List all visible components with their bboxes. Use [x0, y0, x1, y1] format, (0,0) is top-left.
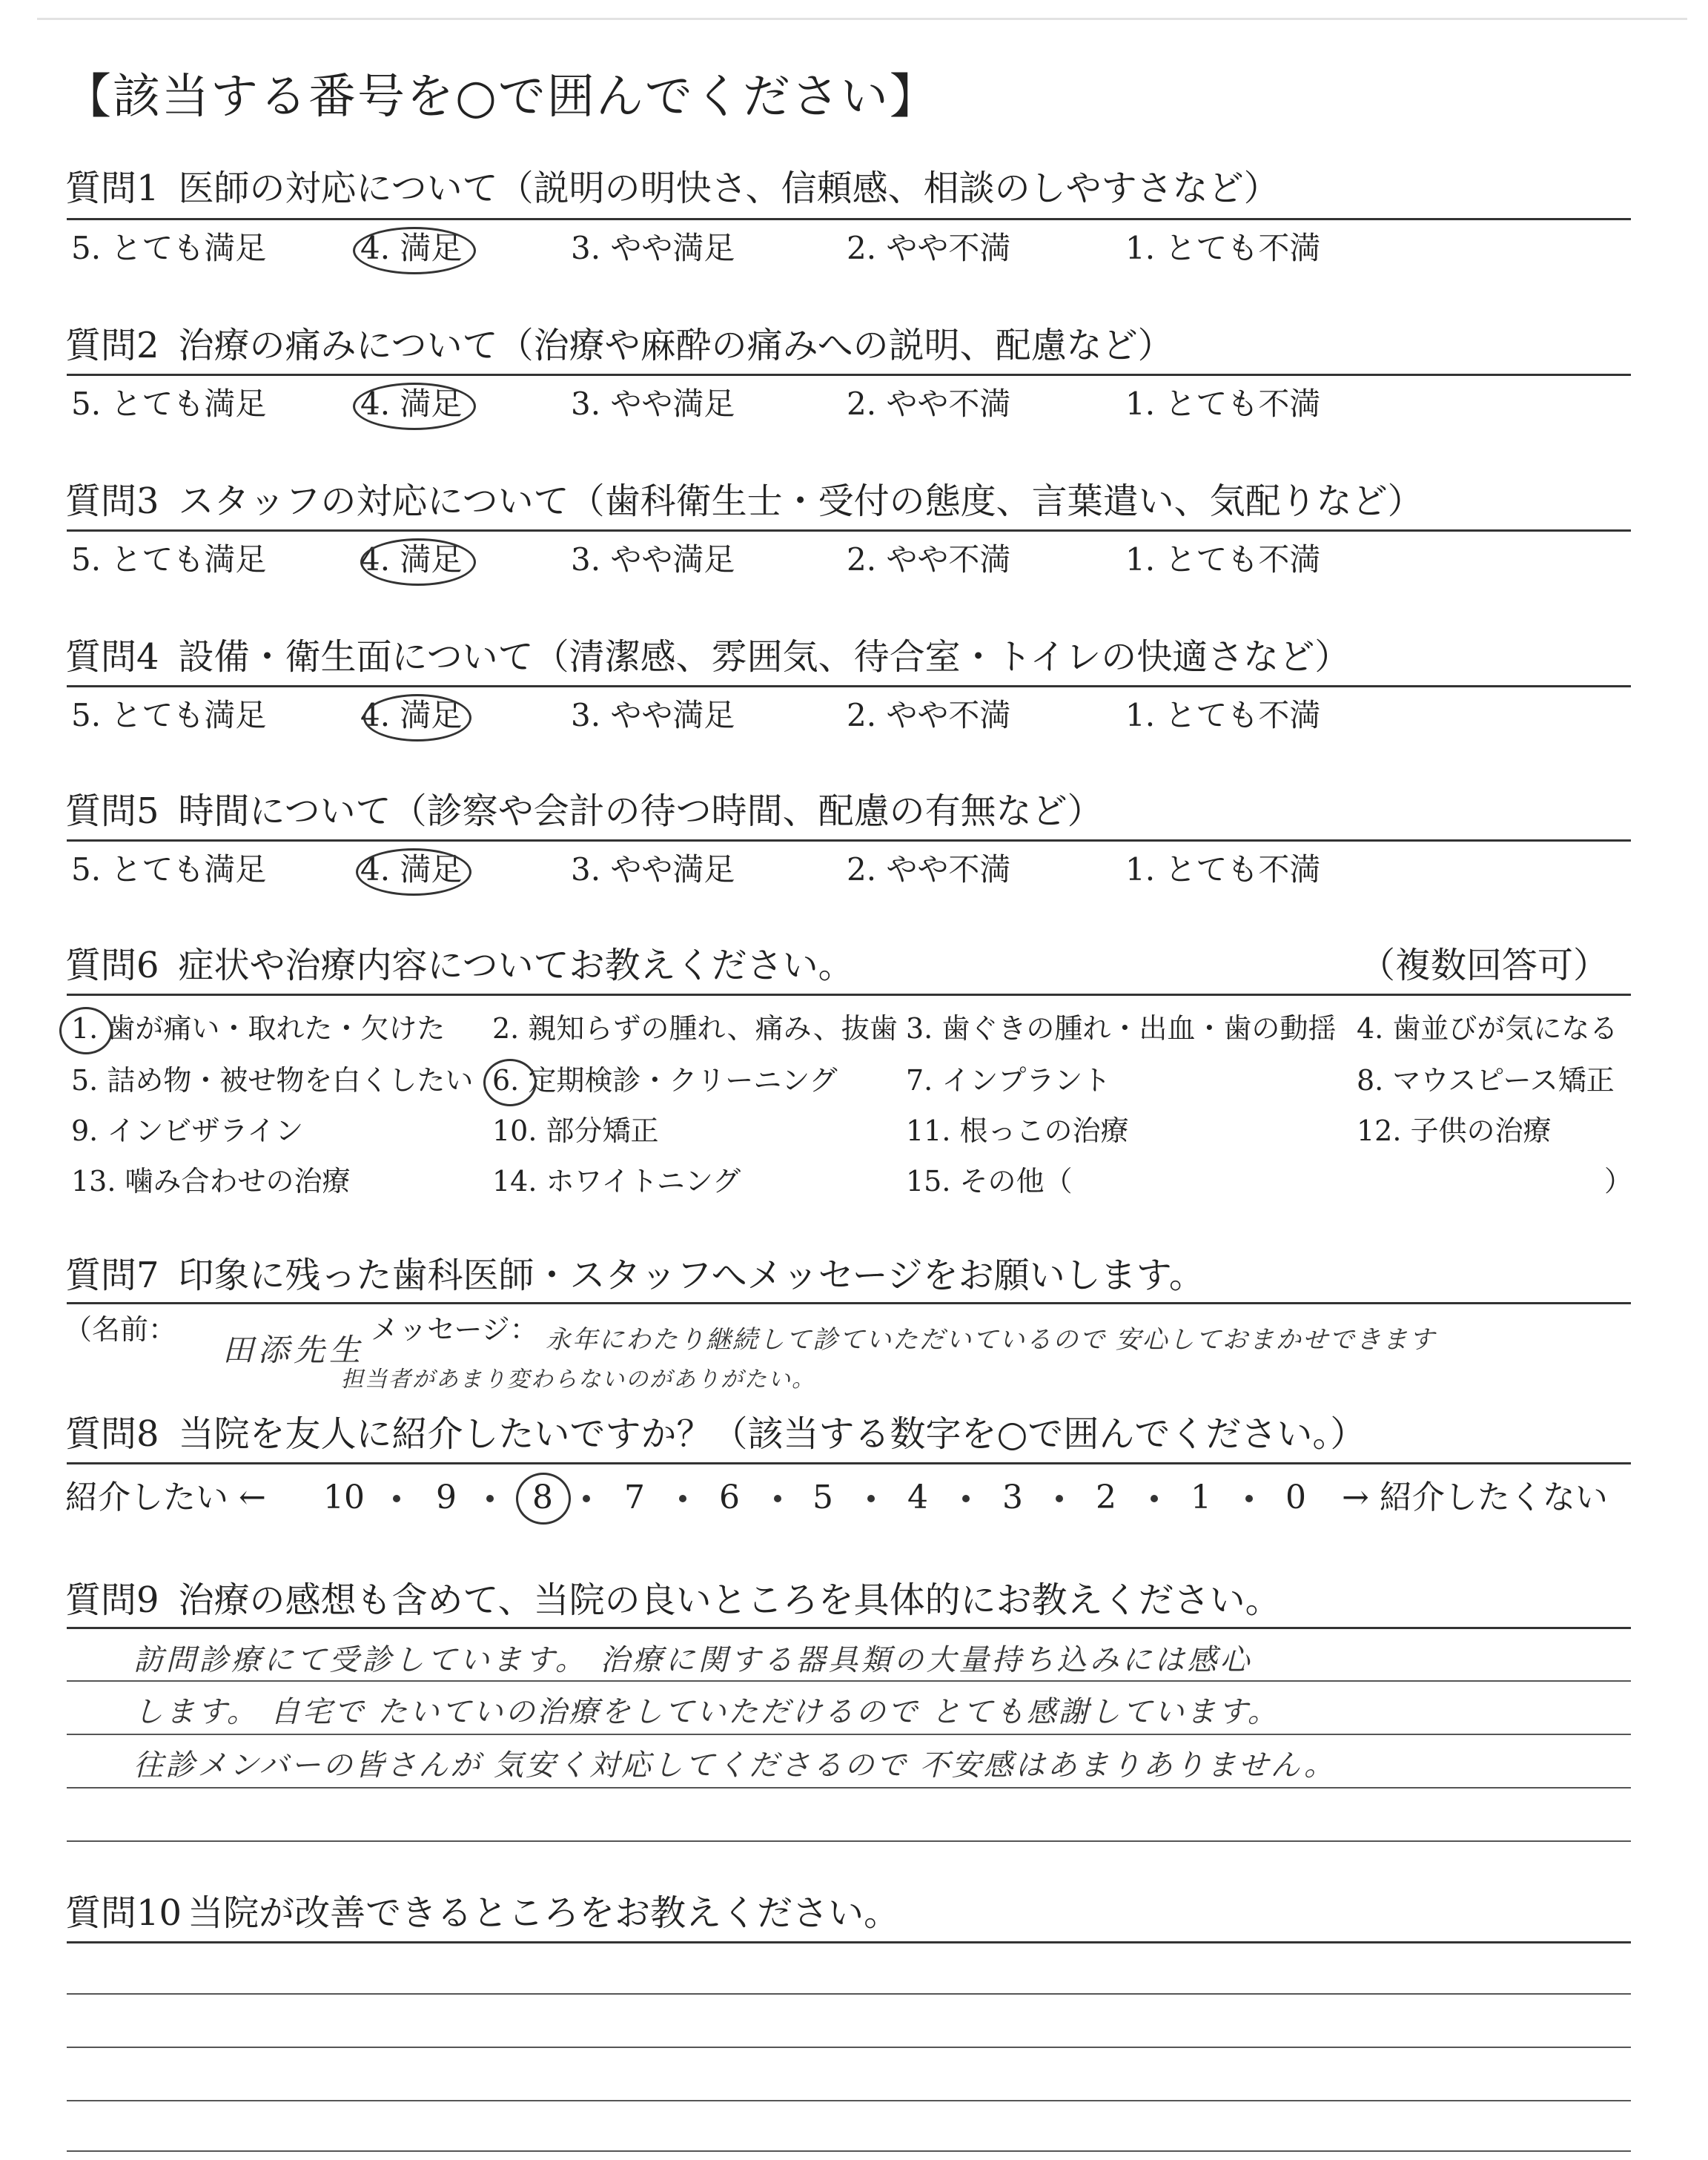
option-3[interactable]: 3. やや満足	[571, 541, 735, 578]
question-text: 印象に残った歯科医師・スタッフへメッセージをお願いします。	[178, 1255, 1205, 1296]
rating-0[interactable]: 0	[1285, 1479, 1306, 1516]
rating-9[interactable]: 9	[436, 1479, 457, 1516]
option-2[interactable]: 2. やや不満	[847, 541, 1011, 578]
question-9	[65, 1576, 1281, 1624]
question-10	[65, 1889, 899, 1937]
question-number: 質問2	[65, 325, 159, 366]
answer-circle	[59, 1007, 113, 1054]
option-4-selected[interactable]: 4. 満足	[360, 851, 463, 888]
question-7	[65, 1252, 1205, 1299]
symptom-option-1[interactable]: 1. 歯が痛い・取れた・欠けた	[71, 1012, 446, 1045]
rating-6[interactable]: 6	[719, 1479, 740, 1516]
separator-dot	[1245, 1495, 1253, 1502]
option-5[interactable]: 5. とても満足	[71, 697, 267, 733]
separator-dot	[1151, 1495, 1158, 1502]
option-1[interactable]: 1. とても不満	[1125, 230, 1321, 266]
divider	[67, 839, 1631, 842]
question-number: 質問4	[65, 636, 159, 678]
answer-circle	[363, 694, 471, 742]
question-8	[65, 1410, 1366, 1458]
divider	[67, 1941, 1631, 1943]
option-3[interactable]: 3. やや満足	[571, 230, 735, 266]
message-handwritten-line-2: 担当者があまり変わらないのがありがたい。	[341, 1367, 815, 1393]
symptom-option-7[interactable]: 7. インプラント	[906, 1064, 1111, 1097]
option-4-selected[interactable]: 4. 満足	[360, 230, 463, 266]
rating-3[interactable]: 3	[1002, 1479, 1023, 1516]
option-3[interactable]: 3. やや満足	[571, 386, 735, 422]
symptom-option-11[interactable]: 11. 根っこの治療	[906, 1114, 1129, 1147]
option-1[interactable]: 1. とても不満	[1125, 851, 1321, 888]
question-6	[65, 942, 854, 989]
question-number: 質問1	[65, 168, 159, 209]
separator-dot	[679, 1495, 686, 1502]
option-5[interactable]: 5. とても満足	[71, 851, 267, 888]
symptom-option-10[interactable]: 10. 部分矯正	[492, 1114, 659, 1147]
rating-2[interactable]: 2	[1096, 1479, 1116, 1516]
answer-line	[67, 1993, 1631, 1995]
recommend-left-label: 紹介したい ←	[65, 1479, 266, 1516]
question-1	[65, 165, 1280, 212]
question-number: 質問6	[65, 945, 159, 986]
rating-1[interactable]: 1	[1191, 1479, 1211, 1516]
message-handwritten-line-1: 永年にわたり継続して診ていただいているので 安心しておまかせできます	[546, 1325, 1436, 1355]
question-text: スタッフの対応について（歯科衛生士・受付の態度、言葉遣い、気配りなど）	[178, 480, 1423, 522]
divider	[67, 1627, 1631, 1629]
option-3[interactable]: 3. やや満足	[571, 851, 735, 888]
symptom-option-8[interactable]: 8. マウスピース矯正	[1357, 1064, 1615, 1097]
question-text: 設備・衛生面について（清潔感、雰囲気、待合室・トイレの快適さなど）	[178, 636, 1351, 678]
option-4-selected[interactable]: 4. 満足	[360, 697, 463, 733]
divider	[67, 218, 1631, 220]
answer-handwritten-line-3: 往診メンバーの皆さんが 気安く対応してくださるので 不安感はあまりありません。	[133, 1748, 1337, 1783]
name-handwritten: 田添先生	[222, 1332, 365, 1368]
separator-dot	[393, 1495, 400, 1502]
divider	[67, 374, 1631, 376]
divider	[67, 1462, 1631, 1464]
recommend-right-label: → 紹介したくない	[1342, 1479, 1608, 1516]
separator-dot	[583, 1495, 590, 1502]
answer-line	[67, 1787, 1631, 1789]
symptom-option-6[interactable]: 6. 定期検診・クリーニング	[492, 1064, 838, 1097]
symptom-option-15[interactable]: 15. その他（	[906, 1165, 1073, 1198]
question-text: 症状や治療内容についてお教えください。	[178, 945, 854, 986]
separator-dot	[774, 1495, 781, 1502]
question-text: 治療の痛みについて（治療や麻酔の痛みへの説明、配慮など）	[178, 325, 1174, 366]
option-3[interactable]: 3. やや満足	[571, 697, 735, 733]
answer-line	[67, 2150, 1631, 2152]
rating-4[interactable]: 4	[907, 1479, 928, 1516]
question-text: 医師の対応について（説明の明快さ、信頼感、相談のしやすさなど）	[178, 168, 1280, 209]
option-5[interactable]: 5. とても満足	[71, 386, 267, 422]
symptom-option-5[interactable]: 5. 詰め物・被せ物を白くしたい	[71, 1064, 474, 1097]
option-5[interactable]: 5. とても満足	[71, 541, 267, 578]
answer-circle	[516, 1473, 571, 1525]
separator-dot	[867, 1495, 875, 1502]
question-number: 質問8	[65, 1413, 159, 1455]
page-title: 【該当する番号を○で囲んでください】	[64, 70, 939, 125]
question-number: 質問3	[65, 480, 159, 522]
answer-circle	[360, 538, 476, 586]
symptom-option-12[interactable]: 12. 子供の治療	[1357, 1114, 1552, 1147]
question-text: 時間について（診察や会計の待つ時間、配慮の有無など）	[178, 790, 1103, 832]
multiple-answers-note: （複数回答可）	[1360, 945, 1609, 986]
rating-7[interactable]: 7	[624, 1479, 645, 1516]
answer-line	[67, 1734, 1631, 1735]
question-number: 質問9	[65, 1579, 159, 1621]
message-label: メッセージ：	[371, 1313, 538, 1346]
option-5[interactable]: 5. とても満足	[71, 230, 267, 266]
divider	[67, 1302, 1631, 1304]
answer-circle	[483, 1059, 537, 1106]
answer-handwritten-line-2: します。 自宅で たいていの治療をしていただけるので とても感謝しています。	[133, 1695, 1280, 1729]
divider	[67, 685, 1631, 687]
symptom-option-9[interactable]: 9. インビザライン	[71, 1114, 304, 1147]
answer-line	[67, 2047, 1631, 2048]
answer-line	[67, 2100, 1631, 2101]
rating-5[interactable]: 5	[812, 1479, 833, 1516]
option-2[interactable]: 2. やや不満	[847, 230, 1011, 266]
question-number: 質問10	[65, 1892, 182, 1934]
question-text: 当院が改善できるところをお教えください。	[188, 1892, 900, 1934]
rating-8-selected[interactable]: 8	[532, 1479, 553, 1516]
symptom-option-3[interactable]: 3. 歯ぐきの腫れ・出血・歯の動揺	[906, 1012, 1337, 1045]
answer-circle	[356, 848, 471, 896]
option-1[interactable]: 1. とても不満	[1125, 697, 1321, 733]
question-text: 治療の感想も含めて、当院の良いところを具体的にお教えください。	[178, 1579, 1281, 1621]
symptom-option-13[interactable]: 13. 噛み合わせの治療	[71, 1165, 351, 1198]
question-2	[65, 322, 1174, 369]
option-4-selected[interactable]: 4. 満足	[360, 541, 463, 578]
answer-circle	[353, 227, 476, 274]
option-4-selected[interactable]: 4. 満足	[360, 386, 463, 422]
question-number: 質問7	[65, 1255, 159, 1296]
option-2[interactable]: 2. やや不満	[847, 386, 1011, 422]
symptom-option-2[interactable]: 2. 親知らずの腫れ、痛み、抜歯	[492, 1012, 898, 1045]
symptom-option-4[interactable]: 4. 歯並びが気になる	[1357, 1012, 1618, 1045]
scan-top-edge	[37, 18, 1687, 20]
answer-line	[67, 1680, 1631, 1682]
question-number: 質問5	[65, 790, 159, 832]
question-text: 当院を友人に紹介したいですか？（該当する数字を○で囲んでください。）	[178, 1413, 1366, 1455]
option-1[interactable]: 1. とても不満	[1125, 386, 1321, 422]
rating-10[interactable]: 10	[323, 1479, 365, 1516]
other-close-paren: ）	[1604, 1165, 1633, 1198]
separator-dot	[1056, 1495, 1063, 1502]
name-label: （名前：	[64, 1313, 177, 1346]
answer-handwritten-line-1: 訪問診療にて受診しています。 治療に関する器具類の大量持ち込みには感心	[133, 1643, 1253, 1677]
separator-dot	[962, 1495, 970, 1502]
symptom-option-14[interactable]: 14. ホワイトニング	[492, 1165, 741, 1198]
question-5	[65, 787, 1103, 835]
answer-circle	[353, 383, 476, 430]
separator-dot	[486, 1495, 494, 1502]
divider	[67, 994, 1631, 996]
option-2[interactable]: 2. やや不満	[847, 851, 1011, 888]
question-3	[65, 478, 1423, 525]
question-4	[65, 633, 1350, 681]
answer-line	[67, 1840, 1631, 1842]
option-1[interactable]: 1. とても不満	[1125, 541, 1321, 578]
option-2[interactable]: 2. やや不満	[847, 697, 1011, 733]
divider	[67, 529, 1631, 532]
